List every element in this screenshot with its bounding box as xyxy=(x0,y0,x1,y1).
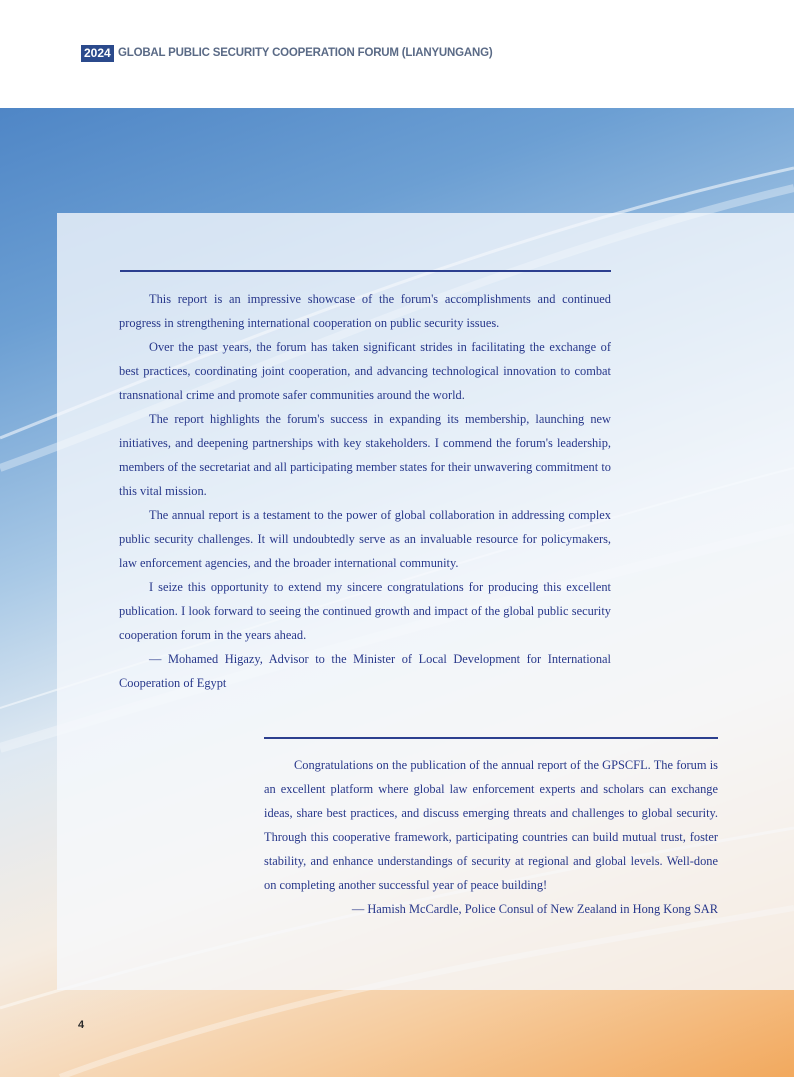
message-paragraph: This report is an impressive showcase of the forum's accomplishments and continued progress in strengthening international cooperation on public security issues. xyxy=(119,292,611,330)
year-badge: 2024 xyxy=(81,45,114,62)
divider-bottom xyxy=(264,737,718,739)
signature-higazy: — Mohamed Higazy, Advisor to the Minister of Local Development for International Cooperation of Egypt xyxy=(119,652,611,690)
page-number: 4 xyxy=(78,1019,85,1031)
message-mccardle xyxy=(264,753,718,921)
message-paragraph: Over the past years, the forum has taken significant strides in facilitating the exchange of best practices, coordinating joint cooperation, and advancing technological innovation to combat transnational crime and promote safer communities around the world. xyxy=(119,340,611,402)
message-paragraph: The annual report is a testament to the power of global collaboration in addressing complex public security challenges. It will undoubtedly serve as an invaluable resource for policymakers, law enforcement agencies, and the broader international community. xyxy=(119,508,611,570)
signature-mccardle: — Hamish McCardle, Police Consul of New Zealand in Hong Kong SAR xyxy=(351,902,718,916)
message-higazy xyxy=(119,287,611,695)
header-title: GLOBAL PUBLIC SECURITY COOPERATION FORUM (LIANYUNGANG) xyxy=(118,47,493,59)
message-paragraph: Congratulations on the publication of the annual report of the GPSCFL. The forum is an excellent platform where global law enforcement experts and scholars can exchange ideas, share best practices, and discuss emerging threats and challenges to global security. Through this cooperative framework, participating countries can build mutual trust, foster stability, and enhance understandings of security at regional and global levels. Well-done on completing another successful year of peace building! xyxy=(264,758,718,892)
message-paragraph: The report highlights the forum's success in expanding its membership, launching new initiatives, and deepening partnerships with key stakeholders. I commend the forum's leadership, members of the secretariat and all participating member states for their unwavering commitment to this vital mission. xyxy=(119,412,611,498)
divider-top xyxy=(120,270,611,272)
message-paragraph: I seize this opportunity to extend my sincere congratulations for producing this excellent publication. I look forward to seeing the continued growth and impact of the global public security cooperation forum in the years ahead. xyxy=(119,580,611,642)
page-header xyxy=(0,0,794,108)
